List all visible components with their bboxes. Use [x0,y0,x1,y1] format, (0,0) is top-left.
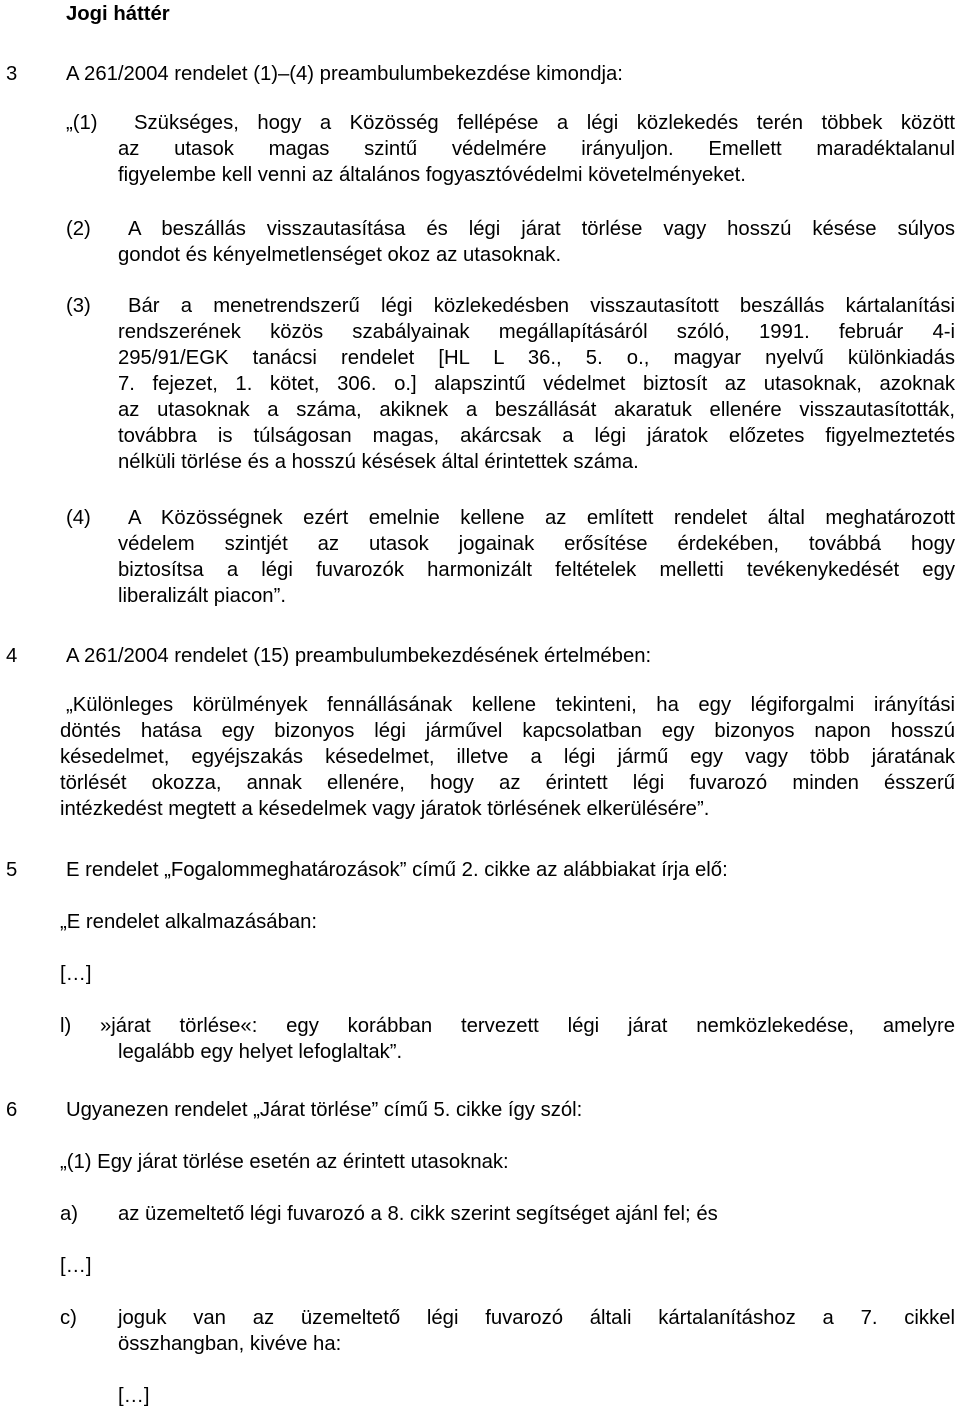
recital-label: (4) [66,507,91,529]
item-line: »járat törlése«: egy korábban tervezett légi járat nemközlekedése, amelyre [100,1015,955,1037]
item-label: a) [60,1203,79,1225]
item-line: legalább egy helyet lefoglaltak”. [118,1041,403,1063]
recital-label: (3) [66,295,91,317]
ellipsis: […] [60,963,92,985]
item-label: l) [60,1015,72,1037]
item-line: az üzemeltető légi fuvarozó a 8. cikk szerint segítséget ajánl fel; és [118,1203,718,1225]
recital-line: továbbra is túlságosan magas, akárcsak a légi járatok előzetes figyelmeztetés [118,425,955,447]
recital-label: „(1) [66,112,98,134]
page-heading: Jogi háttér [66,3,170,25]
section-number: 3 [6,63,18,85]
recital-line: 7. fejezet, 1. kötet, 306. o.] alapszintű védelmet biztosít az utasoknak, azoknak [118,373,955,395]
quote-line: törlését okozza, annak ellenére, hogy az érintett légi fuvarozó minden ésszerű [60,772,955,794]
section-text: A 261/2004 rendelet (15) preambulumbekezdésének értelmében: [66,645,652,667]
recital-line: figyelembe kell venni az általános fogyasztóvédelmi követelményeket. [118,164,746,186]
recital-line: liberalizált piacon”. [118,585,286,607]
recital-line: Szükséges, hogy a Közösség fellépése a légi közlekedés terén többek között [134,112,955,134]
article-intro: „E rendelet alkalmazásában: [60,911,318,933]
section-number: 5 [6,859,18,881]
item-label: c) [60,1307,77,1329]
section-text: A 261/2004 rendelet (1)–(4) preambulumbekezdése kimondja: [66,63,623,85]
recital-line: az utasoknak a száma, akiknek a beszállását akaratuk ellenére visszautasították, [118,399,955,421]
section-text: E rendelet „Fogalommeghatározások” című 2. cikke az alábbiakat írja elő: [66,859,728,881]
recital-line: gondot és kényelmetlenséget okoz az utasoknak. [118,244,562,266]
recital-line: nélküli törlése és a hosszú késések által érintettek száma. [118,451,639,473]
section-text: Ugyanezen rendelet „Járat törlése” című 5. cikke így szól: [66,1099,583,1121]
item-line: joguk van az üzemeltető légi fuvarozó általi kártalanításhoz a 7. cikkel [118,1307,955,1329]
recital-line: 295/91/EGK tanácsi rendelet [HL L 36., 5. o., magyar nyelvű különkiadás [118,347,955,369]
quote-line: intézkedést megtett a késedelmek vagy járatok törlésének elkerülésére”. [60,798,710,820]
recital-line: védelem szintjét az utasok jogainak erősítése érdekében, továbbá hogy [118,533,955,555]
quote-line: „Különleges körülmények fennállásának kellene tekinteni, ha egy légiforgalmi irányítási [66,694,955,716]
recital-label: (2) [66,218,91,240]
ellipsis: […] [118,1385,150,1407]
recital-line: A Közösségnek ezért emelnie kellene az említett rendelet által meghatározott [128,507,955,529]
section-number: 4 [6,645,18,667]
item-line: összhangban, kivéve ha: [118,1333,342,1355]
recital-line: Bár a menetrendszerű légi közlekedésben visszautasított beszállás kártalanítási [128,295,955,317]
section-number: 6 [6,1099,18,1121]
quote-line: késedelmet, egyéjszakás késedelmet, illetve a légi jármű egy vagy több járatának [60,746,955,768]
article-intro: „(1) Egy járat törlése esetén az érintett utasoknak: [60,1151,509,1173]
recital-line: az utasok magas szintű védelmére irányuljon. Emellett maradéktalanul [118,138,955,160]
ellipsis: […] [60,1255,92,1277]
recital-line: A beszállás visszautasítása és légi járat törlése vagy hosszú késése súlyos [128,218,955,240]
recital-line: biztosítsa a légi fuvarozók harmonizált feltételek melletti tevékenykedését egy [118,559,955,581]
quote-line: döntés hatása egy bizonyos légi járművel kapcsolatban egy bizonyos napon hosszú [60,720,955,742]
recital-line: rendszerének közös szabályainak megállapításáról szóló, 1991. február 4-i [118,321,955,343]
